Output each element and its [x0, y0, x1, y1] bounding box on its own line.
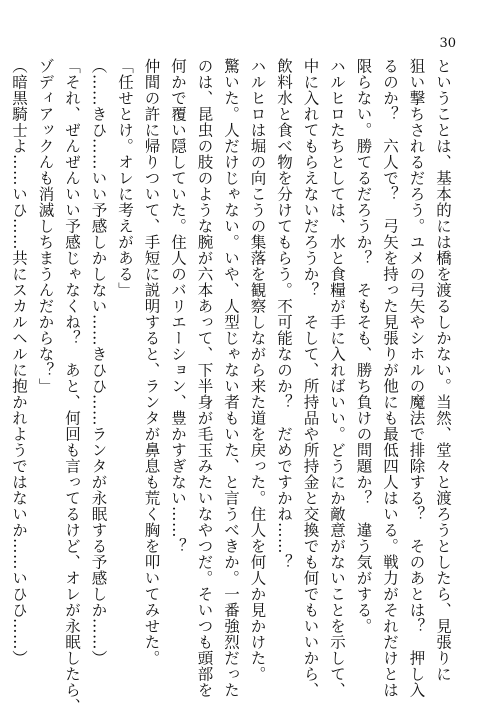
- text-line: 飲料水と食べ物を分けてもらう。不可能なのか？ だめですかね……？: [275, 58, 293, 570]
- text-line: ハルヒロは堀の向こうの集落を観察しながら来た道を戻った。住人を何人か見かけた。: [248, 58, 267, 682]
- text-line: 中に入れてもらえないだろうか？ そして、所持品や所持金と交換でも何でもいいから、: [301, 58, 320, 698]
- text-line: ゾディアックんも消滅しちまうんだからな？」: [36, 58, 55, 394]
- text-line: 何かで覆い隠していた。住人のバリエーション、豊かすぎない……？: [169, 58, 187, 554]
- text-line: 驚いた。人だけじゃない。いや、人型じゃない者もいた、と言うべきか。一番強烈だった: [222, 58, 240, 698]
- text-line: るのか？ 六人で？ 弓矢を持った見張りが他にも最低四人はいる。戦力がそれだけとは: [381, 58, 399, 698]
- page-number: 30: [439, 36, 456, 51]
- text-line: （暗黒騎士よ……いひ……共にスカルヘルに抱かれようではないか……いひひ……）: [10, 58, 28, 666]
- vertical-text-block: [10, 58, 456, 714]
- text-line: 限らない。勝てるだろうか？ そもそも、勝ち負けの問題か？ 違う気がする。: [354, 58, 373, 634]
- text-line: ハルヒロたちとしては、水と食糧が手に入ればいい。どうにか敵意がないことを示して、: [328, 58, 346, 698]
- text-line: ということは、基本的には橋を渡るしかない。当然、堂々と渡ろうとしたら、見張りに: [434, 58, 452, 682]
- text-line: 狙い撃ちされるだろう。ユメの弓矢やシホルの魔法で排除する？ そのあとは？ 押し入: [407, 58, 426, 698]
- text-line: 「それ、ぜんぜんいい予感じゃなくね？ あと、何回も言ってるけど、オレが永眠したら、: [63, 58, 81, 714]
- text-line: のは、昆虫の肢のような腕が六本あって、下半身が毛玉みたいなやつだ。そいつも頭部を: [195, 58, 214, 698]
- text-line: 「任せとけ。オレに考えがある」: [116, 58, 134, 298]
- text-line: （……きひ……いい予感しかしない……きひひ……ランタが永眠する予感しか……）: [89, 58, 108, 666]
- text-line: 仲間の許に帰りついて、手短に説明すると、ランタが鼻息も荒く胸を叩いてみせた。: [142, 58, 161, 666]
